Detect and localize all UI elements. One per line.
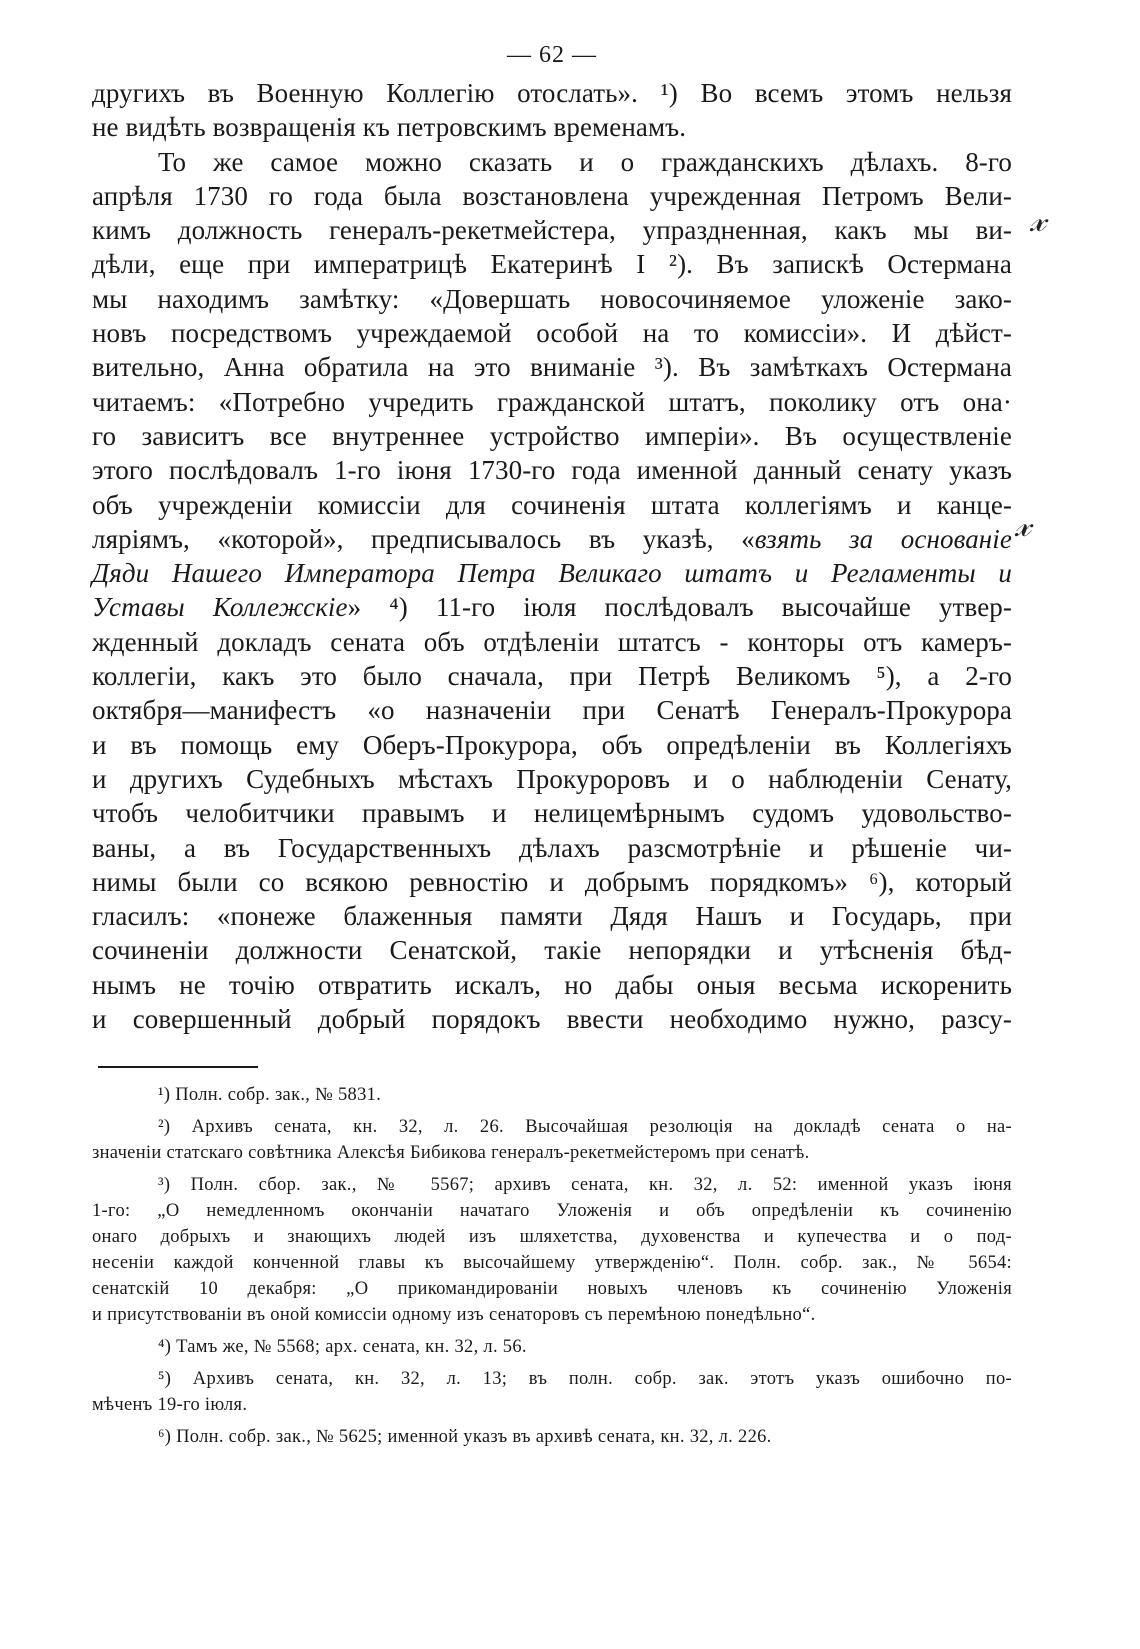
footnote	[92, 1082, 1012, 1108]
footnote	[92, 1114, 1012, 1166]
footnote-line: мѣченъ 19-го іюля.	[92, 1395, 248, 1416]
line-text: мы находимъ замѣтку: «Довершать новосочиняемое уложеніе зако-	[92, 283, 1012, 314]
footnote-line: значеніи статскаго совѣтника Алексѣя Бибикова генералъ-рекетмейстеромъ при сенатѣ.	[92, 1143, 810, 1164]
line-text: чтобъ челобитчики правымъ и нелицемѣрнымъ судомъ удовольство-	[92, 798, 1012, 829]
body-line	[92, 1002, 1012, 1036]
body-line	[92, 488, 1012, 522]
line-text: сочиненіи должности Сенатской, такіе непорядки и утѣсненія бѣд-	[92, 935, 1012, 966]
body-line	[92, 213, 1012, 247]
footnote-line: ³) Полн. сбор. зак., № 5567; архивъ сената, кн. 32, л. 52: именной указъ іюня	[158, 1175, 1012, 1196]
body-line	[92, 659, 1012, 693]
document-page	[92, 40, 1012, 1450]
footnote-line: онаго добрыхъ и знающихъ людей изъ шляхетства, духовенства и купечества и о под-	[92, 1227, 1012, 1248]
body-line	[92, 385, 1012, 419]
body-line	[92, 110, 1012, 144]
italic-quote: взять за основаніе	[754, 523, 1012, 554]
body-line	[92, 728, 1012, 762]
body-line	[92, 282, 1012, 316]
footnote	[92, 1366, 1012, 1418]
footnote-rule	[98, 1066, 258, 1068]
line-text: вительно, Анна обратила на это вниманіе ³). Въ замѣткахъ Остермана	[92, 352, 1012, 383]
footnotes	[92, 1082, 1012, 1450]
line-text: ляріямъ, «которой», предписывалось въ указѣ, «	[92, 523, 755, 554]
line-text: апрѣля 1730 го года была возстановлена учрежденная Петромъ Вели-	[92, 180, 1012, 211]
line-text: ваны, а въ Государственныхъ дѣлахъ разсмотрѣніе и рѣшеніе чи-	[92, 832, 1012, 863]
line-text: новъ посредствомъ учреждаемой особой на то комиссіи». И дѣйст-	[92, 318, 1012, 349]
line-text: го зависитъ все внутреннее устройство имперіи». Въ осуществленіе	[92, 420, 1012, 451]
body-line	[92, 865, 1012, 899]
body-line	[92, 933, 1012, 967]
line-text: дѣли, еще при императрицѣ Екатеринѣ I ²). Въ запискѣ Остермана	[92, 249, 1012, 280]
body-line	[92, 831, 1012, 865]
body-line	[92, 693, 1012, 727]
line-text: жденный докладъ сената объ отдѣленіи штатсъ - конторы отъ камеръ-	[92, 626, 1012, 657]
line-text: объ учрежденіи комиссіи для сочиненія штата коллегіямъ и канце-	[92, 489, 1012, 520]
body-line	[92, 350, 1012, 384]
footnote-line: сенатскій 10 декабря: „О прикомандированіи новыхъ членовъ къ сочиненію Уложенія	[92, 1279, 1012, 1300]
line-text: не видѣть возвращенія къ петровскимъ временамъ.	[92, 112, 687, 143]
italic-quote: Уставы Коллежскіе	[92, 592, 348, 623]
body-text	[92, 76, 1012, 1036]
line-text: кимъ должность генералъ-рекетмейстера, упраздненная, какъ мы ви-	[92, 215, 1012, 246]
line-text: этого послѣдовалъ 1-го іюня 1730-го года именной данный сенату указъ	[92, 455, 1012, 486]
body-line	[92, 419, 1012, 453]
line-text: гласилъ: «понеже блаженныя памяти Дядя Нашъ и Государь, при	[92, 901, 1012, 932]
margin-annotation-mark: 𝓍	[1015, 505, 1032, 545]
italic-quote: Дяди Нашего Императора Петра Великаго штатъ и Регламенты и	[92, 558, 1012, 589]
margin-annotation-mark: 𝓍	[1030, 200, 1047, 240]
page-number: — 62 —	[507, 42, 597, 68]
footnote-line: ²) Архивъ сената, кн. 32, л. 26. Высочайшая резолюція на докладѣ сената о на-	[158, 1117, 1012, 1138]
body-line	[92, 625, 1012, 659]
footnote-line: ¹) Полн. собр. зак., № 5831.	[158, 1085, 382, 1106]
line-text: и совершенный добрый порядокъ ввести необходимо нужно, разсу-	[92, 1004, 1012, 1035]
body-line	[92, 796, 1012, 830]
line-text: другихъ въ Военную Коллегію отослать». ¹) Во всемъ этомъ нельзя	[92, 78, 1012, 108]
footnote	[92, 1424, 1012, 1450]
line-text: и другихъ Судебныхъ мѣстахъ Прокуроровъ и о наблюденіи Сенату,	[92, 763, 1012, 794]
footnote	[92, 1334, 1012, 1360]
footnote	[92, 1172, 1012, 1328]
body-line	[92, 145, 1012, 179]
footnote-line: несеніи каждой конченной главы къ высочайшему утвержденію“. Полн. собр. зак., № 5654:	[92, 1253, 1012, 1274]
body-line	[92, 453, 1012, 487]
footnote-line: ⁴) Тамъ же, № 5568; арх. сената, кн. 32, л. 56.	[158, 1337, 527, 1358]
body-line	[92, 762, 1012, 796]
line-text: » ⁴) 11-го іюля послѣдовалъ высочайше утвер-	[347, 592, 1012, 623]
body-line	[92, 899, 1012, 933]
body-line	[92, 76, 1012, 110]
line-text: читаемъ: «Потребно учредить гражданской штатъ, поколику отъ она·	[92, 386, 1012, 417]
body-line	[92, 968, 1012, 1002]
line-text: и въ помощь ему Оберъ-Прокурора, объ опредѣленіи въ Коллегіяхъ	[92, 729, 1012, 760]
footnote-line: и присутствованіи въ оной комиссіи одному изъ сенаторовъ съ перемѣною понедѣльно“.	[92, 1305, 816, 1326]
body-line	[92, 247, 1012, 281]
body-line	[92, 316, 1012, 350]
footnote-line: ⁶) Полн. собр. зак., № 5625; именной указъ въ архивѣ сената, кн. 32, л. 226.	[158, 1427, 772, 1448]
footnote-line: ⁵) Архивъ сената, кн. 32, л. 13; въ полн. собр. зак. этотъ указъ ошибочно по-	[158, 1369, 1012, 1390]
footnote-line: 1-го: „О немедленномъ окончаніи начатаго Уложенія и объ опредѣленіи къ сочиненію	[92, 1201, 1012, 1222]
line-text: нимы были со всякою ревностію и добрымъ порядкомъ» ⁶), который	[92, 866, 1012, 897]
line-text: коллегіи, какъ это было сначала, при Петрѣ Великомъ ⁵), а 2-го	[92, 661, 1012, 692]
body-line	[92, 556, 1012, 590]
body-line	[92, 590, 1012, 624]
line-text: То же самое можно сказать и о гражданскихъ дѣлахъ. 8-го	[158, 146, 1012, 177]
line-text: октября—манифестъ «о назначеніи при Сенатѣ Генералъ-Прокурора	[92, 695, 1012, 726]
body-line	[92, 522, 1012, 556]
line-text: нымъ не точію отвратить искалъ, но дабы оныя весьма искоренить	[92, 969, 1012, 1000]
body-line	[92, 179, 1012, 213]
